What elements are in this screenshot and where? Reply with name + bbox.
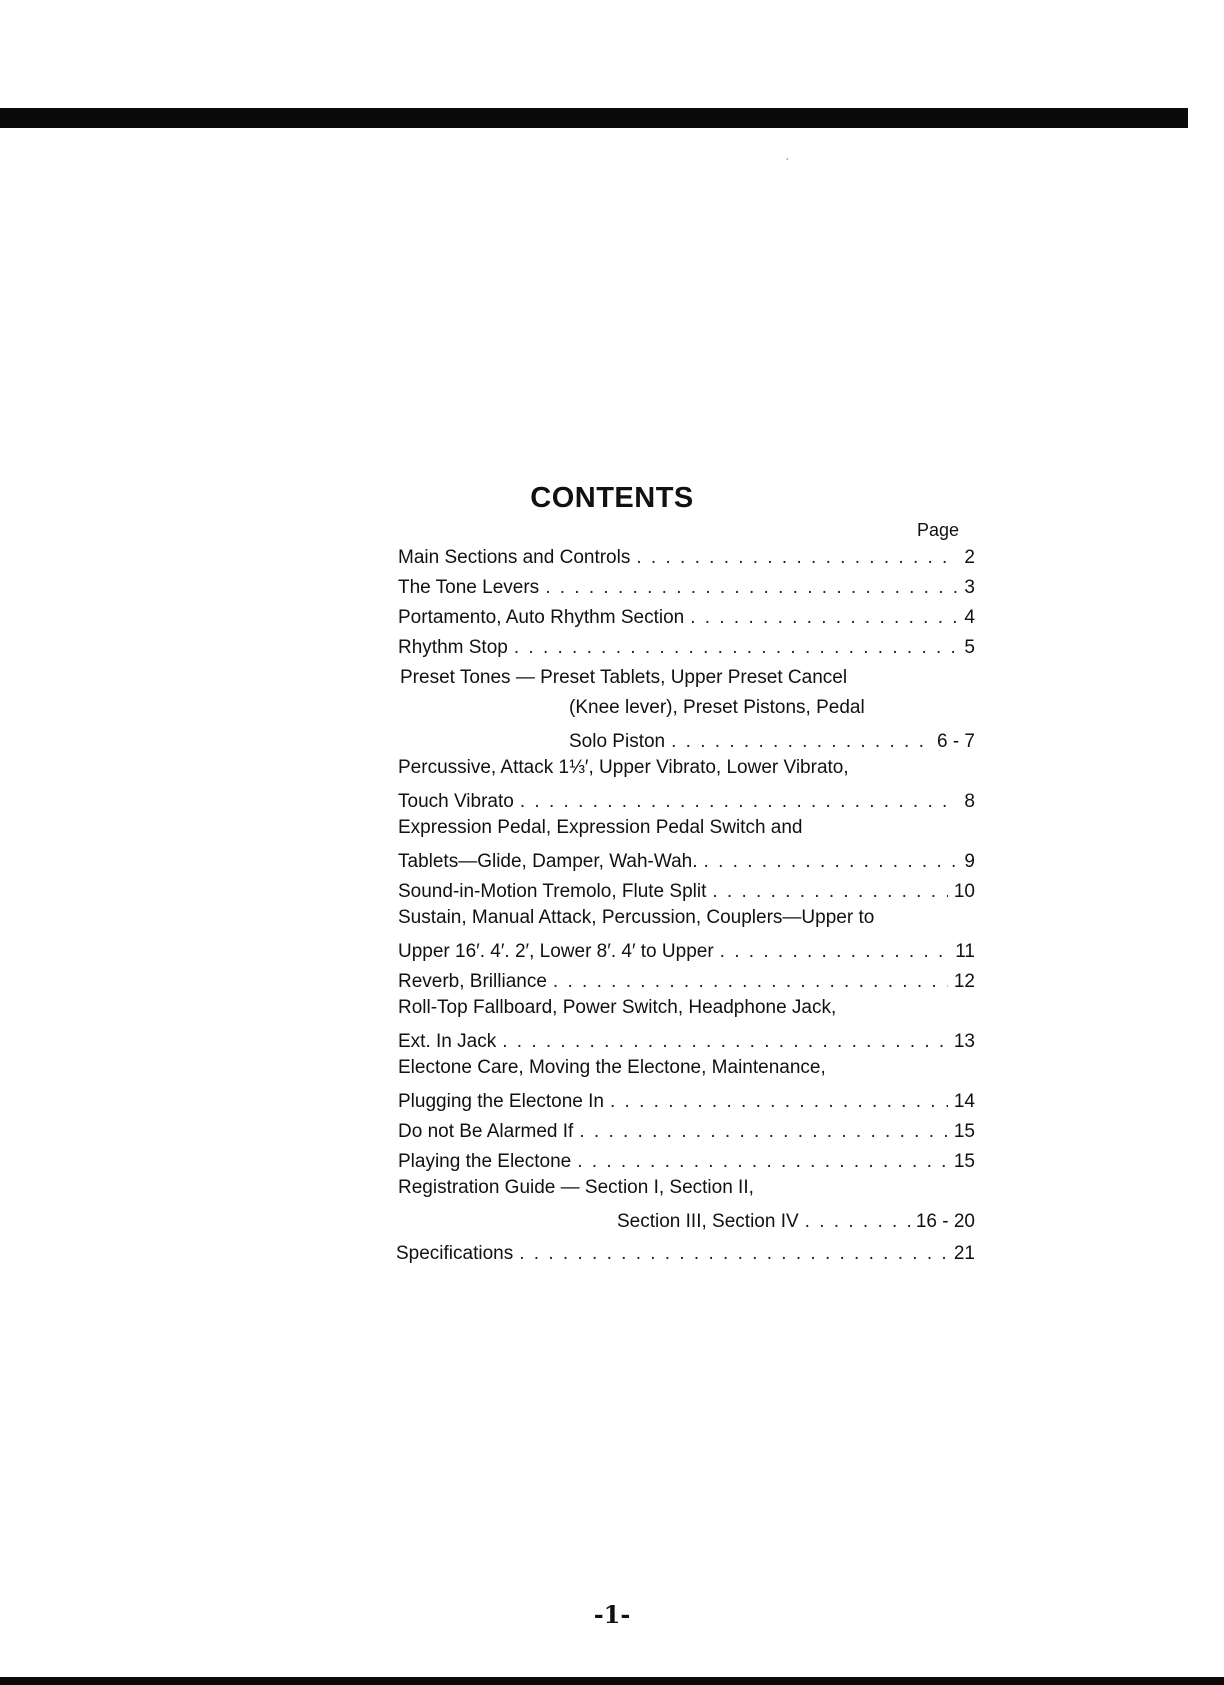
toc-entry[interactable] <box>398 787 975 813</box>
toc-entry-line[interactable] <box>400 667 977 693</box>
toc-entry-text: Section III, Section IV <box>617 1211 799 1232</box>
page-title: CONTENTS <box>530 482 694 514</box>
toc-entry-line[interactable] <box>398 817 975 843</box>
toc-entry-text: Sustain, Manual Attack, Percussion, Couplers—Upper to <box>398 907 875 928</box>
toc-entry-page: 10 <box>953 881 975 902</box>
toc-entry[interactable] <box>398 937 975 963</box>
toc-entry-text: Preset Tones — Preset Tablets, Upper Preset Cancel <box>400 667 848 688</box>
toc-entry-text: Rhythm Stop <box>398 637 508 658</box>
toc-entry-text: Main Sections and Controls <box>398 547 631 568</box>
toc-entry-page: 2 <box>964 547 975 568</box>
toc-entry-text: Solo Piston <box>569 731 666 752</box>
leader-dots <box>577 1151 948 1173</box>
toc-entry[interactable] <box>617 1207 975 1233</box>
toc-entry[interactable] <box>398 633 975 659</box>
toc-entry-text: Do not Be Alarmed If <box>398 1121 574 1142</box>
scan-speck: ´ <box>786 158 790 169</box>
leader-dots <box>579 1121 948 1143</box>
leader-dots <box>553 971 948 993</box>
toc-entry-line[interactable] <box>569 697 975 723</box>
toc-entry-line[interactable] <box>398 1057 975 1083</box>
toc-entry-page: 11 <box>955 941 975 962</box>
toc-entry-page: 12 <box>953 971 975 992</box>
toc-entry-page: 6 - 7 <box>936 731 975 752</box>
toc-entry[interactable] <box>398 847 975 873</box>
toc-entry-page: 15 <box>953 1151 975 1172</box>
toc-entry-text: Ext. In Jack <box>398 1031 497 1052</box>
toc-entry[interactable] <box>398 967 975 993</box>
toc-entry[interactable] <box>398 573 975 599</box>
toc-entry[interactable] <box>398 603 975 629</box>
toc-entry[interactable] <box>398 877 975 903</box>
leader-dots <box>502 1031 948 1053</box>
toc-entry[interactable] <box>398 543 975 569</box>
leader-dots <box>704 851 959 873</box>
toc-entry-text: Playing the Electone <box>398 1151 572 1172</box>
toc-entry-line[interactable] <box>398 907 975 933</box>
toc-entry-text: Portamento, Auto Rhythm Section <box>398 607 685 628</box>
toc-entry-line[interactable] <box>398 757 975 783</box>
toc-entry[interactable] <box>569 727 975 753</box>
toc-entry[interactable] <box>398 1027 975 1053</box>
toc-entry-page: 14 <box>953 1091 975 1112</box>
leader-dots <box>545 577 958 599</box>
toc-entry-text: Sound-in-Motion Tremolo, Flute Split <box>398 881 707 902</box>
toc-entry-page: 9 <box>964 851 975 872</box>
toc-entry-page: 15 <box>953 1121 975 1142</box>
toc-entry-text: Roll-Top Fallboard, Power Switch, Headphone Jack, <box>398 997 837 1018</box>
toc-entry-text: Registration Guide — Section I, Section II, <box>398 1177 754 1198</box>
leader-dots <box>636 547 958 569</box>
leader-dots <box>805 1211 910 1233</box>
toc-entry-line[interactable] <box>398 1177 975 1203</box>
toc-entry-text: The Tone Levers <box>398 577 540 598</box>
leader-dots <box>519 1243 948 1265</box>
toc-entry-page: 21 <box>953 1243 975 1264</box>
toc-entry-page: 4 <box>964 607 975 628</box>
toc-entry-page: 16 - 20 <box>915 1211 975 1232</box>
toc-entry-text: Electone Care, Moving the Electone, Maintenance, <box>398 1057 826 1078</box>
page-number: -1- <box>593 1600 631 1629</box>
leader-dots <box>690 607 958 629</box>
leader-dots <box>712 881 947 903</box>
page-column-label: Page <box>917 520 960 540</box>
toc-entry-text: (Knee lever), Preset Pistons, Pedal <box>569 697 865 718</box>
toc-entry[interactable] <box>398 1117 975 1143</box>
toc-entry-page: 3 <box>964 577 975 598</box>
leader-dots <box>610 1091 948 1113</box>
toc-entry-text: Upper 16′. 4′. 2′, Lower 8′. 4′ to Upper <box>398 941 714 962</box>
toc-entry-text: Touch Vibrato <box>398 791 514 812</box>
toc-entry[interactable] <box>398 1087 975 1113</box>
toc-entry-page: 5 <box>964 637 975 658</box>
bottom-rule <box>0 1677 1224 1685</box>
toc-entry-text: Plugging the Electone In <box>398 1091 604 1112</box>
toc-entry-page: 13 <box>953 1031 975 1052</box>
toc-entry-text: Percussive, Attack 1⅓′, Upper Vibrato, Lower Vibrato, <box>398 757 849 778</box>
toc-entry-text: Expression Pedal, Expression Pedal Switch and <box>398 817 803 838</box>
leader-dots <box>671 731 931 753</box>
leader-dots <box>514 637 959 659</box>
toc-entry-text: Reverb, Brilliance <box>398 971 547 992</box>
toc-entry-text: Tablets—Glide, Damper, Wah-Wah. <box>398 851 698 872</box>
toc-entry-line[interactable] <box>398 997 975 1023</box>
leader-dots <box>720 941 950 963</box>
toc-entry[interactable] <box>398 1147 975 1173</box>
leader-dots <box>520 791 959 813</box>
toc-entry[interactable] <box>396 1239 975 1265</box>
toc-entry-text: Specifications <box>396 1243 514 1264</box>
toc-entry-page: 8 <box>964 791 975 812</box>
